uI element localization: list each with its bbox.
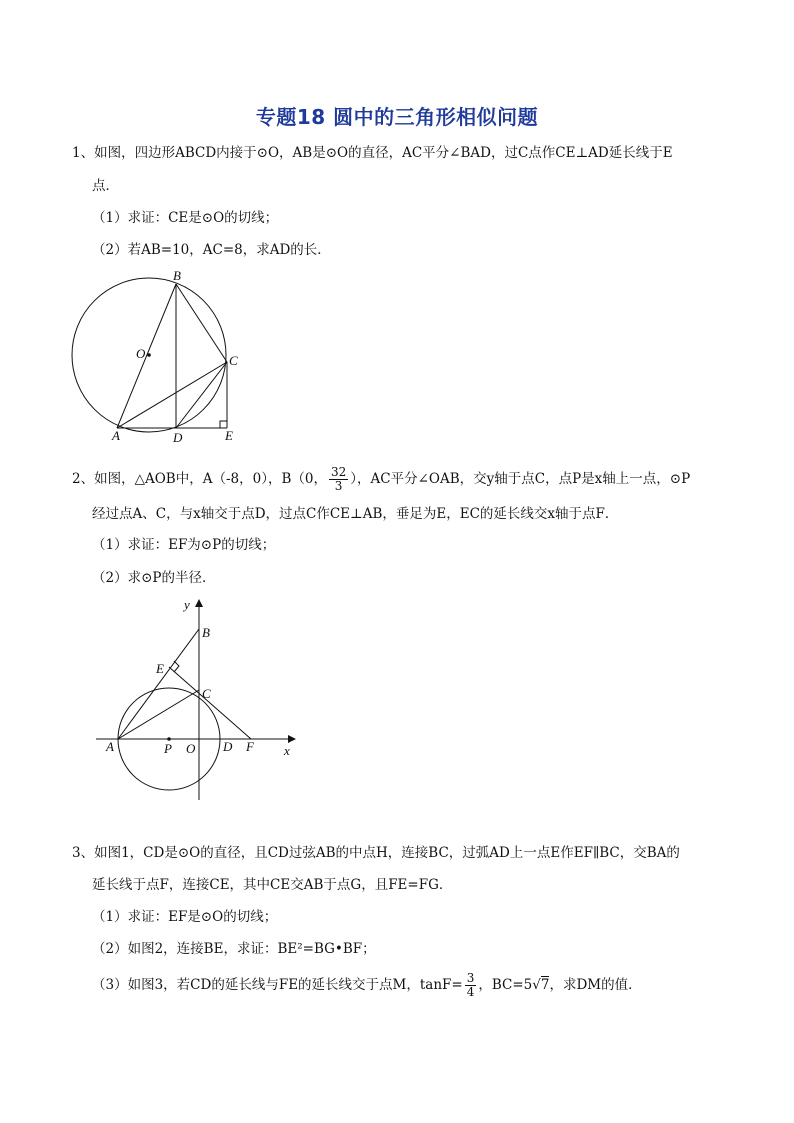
problem-2-part-2: （2）求⊙P的半径． bbox=[92, 570, 216, 586]
label-b: B bbox=[202, 625, 210, 640]
figure-2 bbox=[90, 595, 310, 810]
problem-2-line-1 bbox=[72, 466, 690, 493]
problem-3-part-3-mid: ，BC=5 bbox=[478, 977, 533, 993]
fraction-numerator: 32 bbox=[330, 465, 347, 479]
fraction-denominator: 4 bbox=[466, 985, 475, 999]
problem-3-part-1: （1）求证：EF是⊙O的切线； bbox=[92, 909, 278, 925]
label-a: A bbox=[106, 739, 114, 754]
fraction-denominator: 3 bbox=[334, 479, 343, 493]
problem-1-line-2: 点． bbox=[92, 178, 119, 194]
label-d: D bbox=[223, 739, 233, 754]
fraction-3-4 bbox=[465, 972, 477, 999]
problem-1-part-1: （1）求证：CE是⊙O的切线； bbox=[92, 210, 279, 226]
problem-3-line-2: 延长线于点F，连接CE，其中CE交AB于点G，且FE=FG． bbox=[92, 877, 453, 893]
problem-3-line-1: 3、如图1，CD是⊙O的直径，且CD过弦AB的中点H，连接BC，过弧AD上一点E作EF∥BC，交BA的 bbox=[72, 845, 680, 861]
label-a: A bbox=[112, 428, 120, 443]
fraction-numerator: 3 bbox=[466, 971, 475, 985]
problem-2-line-2: 经过点A、C，与x轴交于点D，过点C作CE⊥AB，垂足为E，EC的延长线交x轴于点F． bbox=[92, 506, 619, 522]
problem-2-part-1: （1）求证：EF为⊙P的切线； bbox=[92, 537, 276, 553]
page-title: 专题18 圆中的三角形相似问题 bbox=[255, 105, 539, 129]
problem-1-line-1: 1、如图，四边形ABCD内接于⊙O，AB是⊙O的直径，AC平分∠BAD，过C点作CE⊥AD延长线于E bbox=[72, 145, 673, 161]
problem-3-part-3-pre: （3）如图3，若CD的延长线与FE的延长线交于点M，tanF= bbox=[92, 977, 463, 993]
problem-1-part-2: （2）若AB=10，AC=8，求AD的长． bbox=[92, 242, 331, 258]
label-c: C bbox=[229, 353, 238, 368]
label-f: F bbox=[246, 739, 254, 754]
label-o: O bbox=[136, 346, 146, 361]
label-e: E bbox=[156, 661, 164, 676]
label-b: B bbox=[173, 268, 181, 283]
label-x: x bbox=[284, 743, 290, 758]
problem-2-line-1-post: ），AC平分∠OAB，交y轴于点C，点P是x轴上一点，⊙P bbox=[350, 471, 691, 487]
label-p: P bbox=[164, 741, 172, 756]
label-c: C bbox=[202, 686, 211, 701]
problem-3-part-2: （2）如图2，连接BE，求证：BE²=BG•BF； bbox=[92, 941, 376, 957]
problem-3-part-3-post: ，求DM的值． bbox=[549, 977, 642, 993]
fraction-32-3 bbox=[329, 466, 348, 493]
label-d: D bbox=[173, 430, 183, 445]
label-e: E bbox=[225, 428, 233, 443]
label-y: y bbox=[184, 597, 190, 612]
problem-3-part-3 bbox=[92, 972, 642, 999]
problem-2-line-1-pre: 2、如图，△AOB中，A（-8，0），B（0， bbox=[72, 471, 327, 487]
figure-1 bbox=[60, 268, 260, 448]
sqrt-sign: √ bbox=[532, 977, 541, 993]
label-o: O bbox=[186, 741, 196, 756]
sqrt-value: 7 bbox=[540, 977, 550, 993]
